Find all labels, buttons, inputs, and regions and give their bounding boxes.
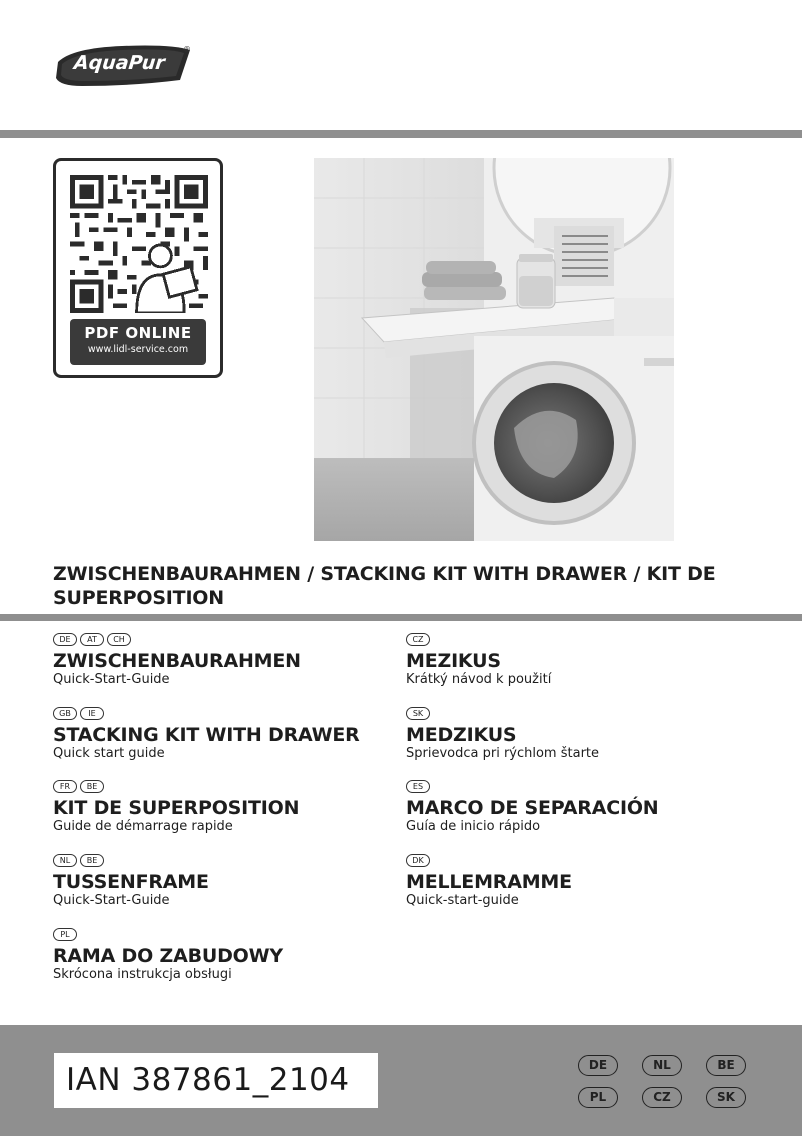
language-block-sk bbox=[406, 707, 746, 761]
country-badge: IE bbox=[80, 707, 104, 720]
country-badge: FR bbox=[53, 780, 77, 793]
country-badge: PL bbox=[53, 928, 77, 941]
language-subtitle: Guide de démarrage rapide bbox=[53, 819, 233, 834]
country-badge: DE bbox=[53, 633, 77, 646]
footer-country-badge: SK bbox=[706, 1087, 746, 1108]
aquapur-logo bbox=[52, 40, 194, 92]
country-badges bbox=[406, 780, 746, 794]
language-title: TUSSENFRAME bbox=[53, 871, 209, 893]
country-badge: NL bbox=[53, 854, 77, 867]
middle-divider bbox=[0, 614, 802, 621]
country-badges bbox=[406, 707, 746, 721]
country-badges bbox=[53, 780, 393, 794]
country-badge: DK bbox=[406, 854, 430, 867]
country-badge: ES bbox=[406, 780, 430, 793]
language-title: KIT DE SUPERPOSITION bbox=[53, 797, 300, 819]
country-badge: GB bbox=[53, 707, 77, 720]
language-subtitle: Quick-Start-Guide bbox=[53, 672, 170, 687]
country-badges bbox=[53, 854, 393, 868]
top-divider bbox=[0, 130, 802, 138]
pdf-online-title: PDF ONLINE bbox=[84, 324, 192, 342]
product-photo bbox=[314, 158, 674, 541]
washing-machine-stack-image-icon bbox=[314, 158, 674, 541]
country-badge: SK bbox=[406, 707, 430, 720]
language-subtitle: Quick-start-guide bbox=[406, 893, 519, 908]
language-subtitle: Quick start guide bbox=[53, 746, 165, 761]
registered-mark: ® bbox=[183, 45, 191, 54]
qr-code-icon bbox=[70, 175, 208, 313]
country-badges bbox=[53, 707, 393, 721]
language-block-gb bbox=[53, 707, 393, 761]
language-subtitle: Skrócona instrukcja obsługi bbox=[53, 967, 232, 982]
country-badges bbox=[53, 633, 393, 647]
language-title: MEZIKUS bbox=[406, 650, 501, 672]
country-badge: CH bbox=[107, 633, 131, 646]
footer-country-badges bbox=[578, 1055, 746, 1108]
language-block-de bbox=[53, 633, 393, 687]
language-title: MARCO DE SEPARACIÓN bbox=[406, 797, 659, 819]
pdf-online-badge[interactable] bbox=[70, 319, 206, 365]
language-title: MEDZIKUS bbox=[406, 724, 517, 746]
country-badge: AT bbox=[80, 633, 104, 646]
logo-text: AquaPur bbox=[72, 52, 166, 74]
language-block-fr bbox=[53, 780, 393, 834]
pdf-online-url[interactable]: www.lidl-service.com bbox=[87, 344, 189, 355]
language-block-es bbox=[406, 780, 746, 834]
country-badge: BE bbox=[80, 780, 104, 793]
footer-country-badge: PL bbox=[578, 1087, 618, 1108]
footer-country-badge: CZ bbox=[642, 1087, 682, 1108]
language-title: STACKING KIT WITH DRAWER bbox=[53, 724, 360, 746]
country-badges bbox=[406, 633, 746, 647]
main-title: ZWISCHENBAURAHMEN / STACKING KIT WITH DRAWER / KIT DE SUPERPOSITION bbox=[53, 563, 716, 609]
footer-bar bbox=[0, 1025, 802, 1136]
language-title: ZWISCHENBAURAHMEN bbox=[53, 650, 301, 672]
ian-box bbox=[54, 1053, 378, 1108]
footer-country-badge: BE bbox=[706, 1055, 746, 1076]
language-subtitle: Sprievodca pri rýchlom štarte bbox=[406, 746, 600, 761]
country-badge: CZ bbox=[406, 633, 430, 646]
language-block-nl bbox=[53, 854, 393, 908]
country-badges bbox=[53, 928, 393, 942]
country-badges bbox=[406, 854, 746, 868]
language-title: MELLEMRAMME bbox=[406, 871, 572, 893]
qr-code-box[interactable] bbox=[53, 158, 223, 378]
footer-country-badge: NL bbox=[642, 1055, 682, 1076]
language-subtitle: Quick-Start-Guide bbox=[53, 893, 170, 908]
country-badge: BE bbox=[80, 854, 104, 867]
ian-number: IAN 387861_2104 bbox=[66, 1062, 350, 1098]
footer-country-badge: DE bbox=[578, 1055, 618, 1076]
language-block-cz bbox=[406, 633, 746, 687]
language-subtitle: Krátký návod k použití bbox=[406, 672, 552, 687]
language-title: RAMA DO ZABUDOWY bbox=[53, 945, 283, 967]
language-block-dk bbox=[406, 854, 746, 908]
language-subtitle: Guía de inicio rápido bbox=[406, 819, 541, 834]
language-block-pl bbox=[53, 928, 393, 982]
